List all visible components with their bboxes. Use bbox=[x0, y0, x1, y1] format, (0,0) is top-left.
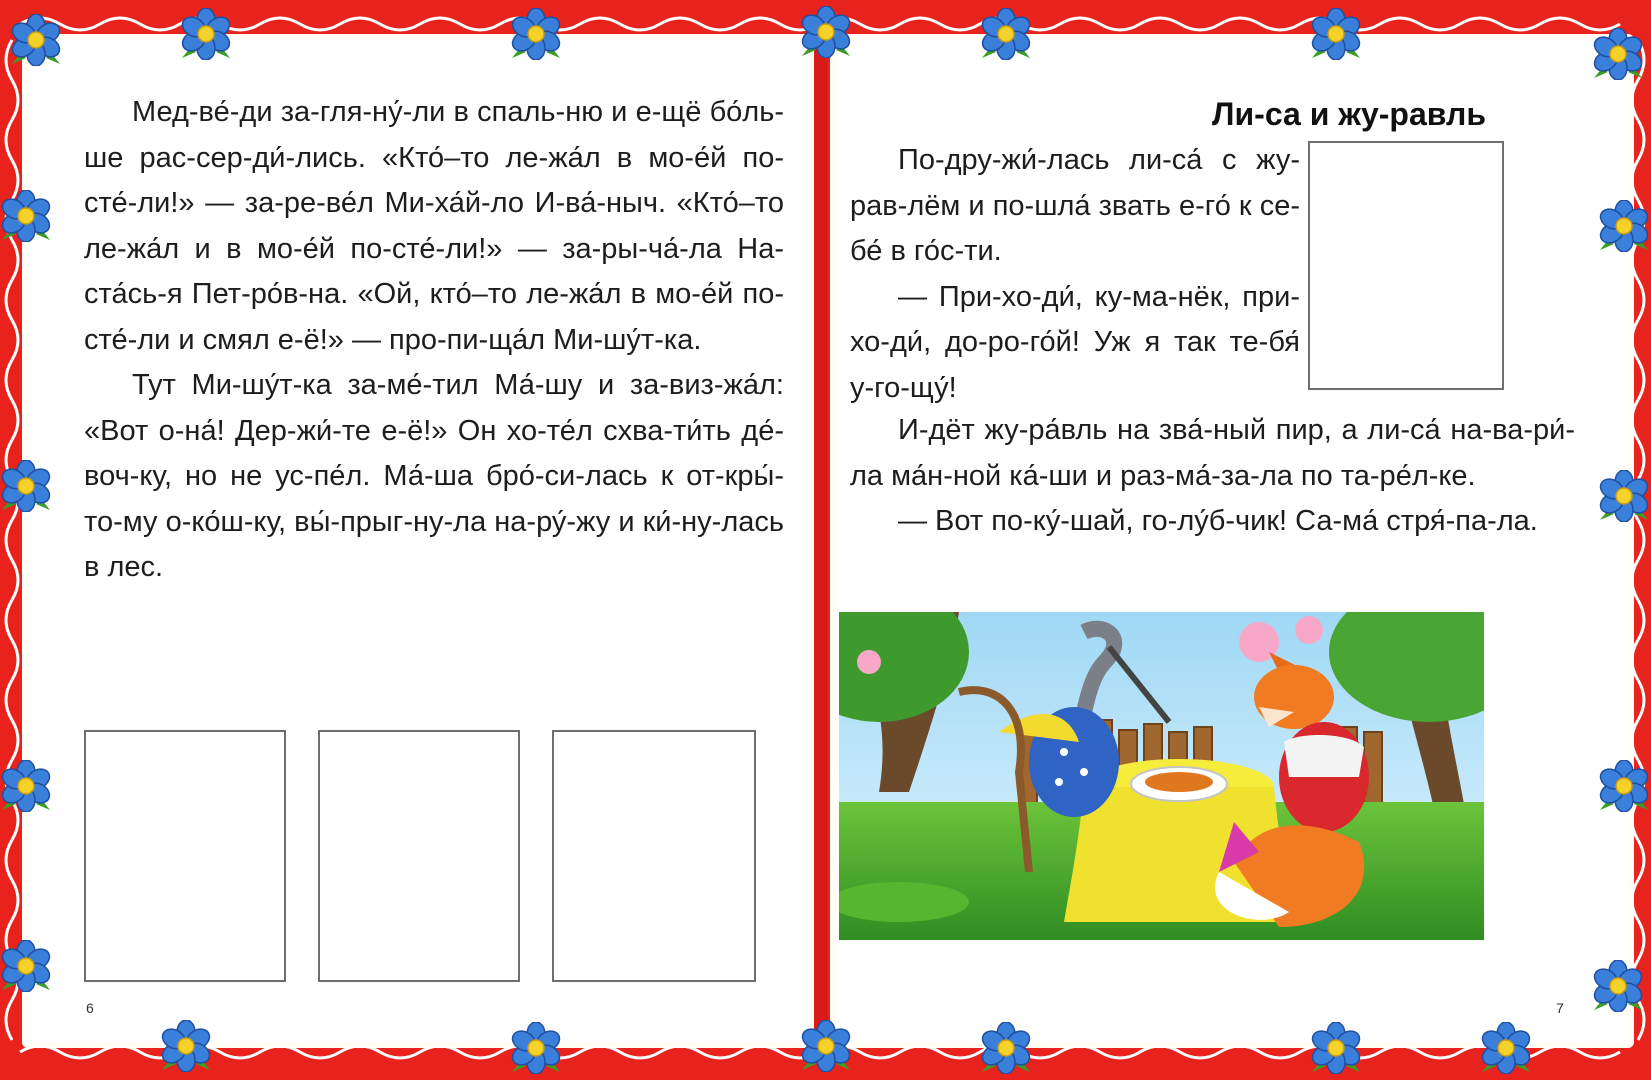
paragraph: И-дёт жу-ра́вль на зва́-ный пир, а ли-са́ на-ва-ри́-ла ма́н-ной ка́-ши и раз-ма́-за-ла по та-ре́л-ке. bbox=[850, 414, 1575, 492]
flower-icon bbox=[800, 6, 852, 58]
drawing-box bbox=[318, 730, 520, 982]
flower-icon bbox=[160, 1020, 212, 1072]
drawing-box bbox=[1308, 141, 1504, 390]
paragraph: — При-хо-ди́, ку-ма-нёк, при-хо-ди́, до-ро-го́й! Уж я так те-бя́ у-го-щу́! bbox=[850, 280, 1300, 404]
flower-icon bbox=[1310, 1022, 1362, 1074]
paragraph: — Вот по-ку́-шай, го-лу́б-чик! Са-ма́ стря́-па-ла. bbox=[898, 505, 1538, 537]
flower-icon bbox=[1480, 1022, 1532, 1074]
flower-icon bbox=[180, 8, 232, 60]
flower-icon bbox=[1598, 200, 1650, 252]
flower-icon bbox=[800, 1020, 852, 1072]
right-intro-text bbox=[850, 138, 1300, 411]
flower-icon bbox=[1310, 8, 1362, 60]
flower-icon bbox=[10, 14, 62, 66]
flower-icon bbox=[0, 940, 52, 992]
right-rest-text bbox=[850, 408, 1575, 545]
left-page bbox=[22, 34, 814, 1048]
flower-icon bbox=[980, 1022, 1032, 1074]
drawing-box bbox=[552, 730, 756, 982]
flower-icon bbox=[510, 1022, 562, 1074]
flower-icon bbox=[1592, 960, 1644, 1012]
drawing-box bbox=[84, 730, 286, 982]
paragraph: По-дру-жи́-лась ли-са́ с жу-рав-лём и по-шла́ звать е-го́ к се-бе́ в го́с-ти. bbox=[850, 144, 1300, 267]
flower-icon bbox=[0, 190, 52, 242]
paragraph: Тут Ми-шу́т-ка за-ме́-тил Ма́-шу и за-виз-жа́л: «Вот о-на́! Дер-жи́-те е-ё!» Он хо-те́л схва-ти́ть де́-воч-ку, но не ус-пе́л. Ма́-ша бро́-си-лась к от-кры́-то-му о-ко́ш-ку, вы́-прыг-ну-ла на-ру́-жу и ки́-ну-лась в лес. bbox=[84, 369, 784, 583]
left-page-text bbox=[84, 90, 784, 591]
flower-icon bbox=[1592, 28, 1644, 80]
flower-icon bbox=[1598, 470, 1650, 522]
fox-and-crane-illustration bbox=[839, 612, 1484, 940]
story-title: Ли-са и жу-равль bbox=[1212, 96, 1486, 132]
flower-icon bbox=[510, 8, 562, 60]
flower-icon bbox=[0, 760, 52, 812]
flower-icon bbox=[1598, 760, 1650, 812]
flower-icon bbox=[980, 8, 1032, 60]
page-number: 7 bbox=[1556, 1000, 1564, 1016]
flower-icon bbox=[0, 460, 52, 512]
page-number: 6 bbox=[86, 1000, 94, 1016]
paragraph: Мед-ве́-ди за-гля-ну́-ли в спаль-ню и е-щё бо́ль-ше рас-сер-ди́-лись. «Кто́–то ле-жа́л в мо-е́й по-сте́-ли!» — за-ре-ве́л Ми-ха́й-ло И-ва́-ныч. «Кто́–то ле-жа́л и в мо-е́й по-сте́-ли!» — за-ры-ча́-ла На-ста́сь-я Пет-ро́в-на. «Ой, кто́–то ле-жа́л в мо-е́й по-сте́-ли и смял е-ё!» — про-пи-ща́л Ми-шу́т-ка. bbox=[84, 96, 784, 356]
